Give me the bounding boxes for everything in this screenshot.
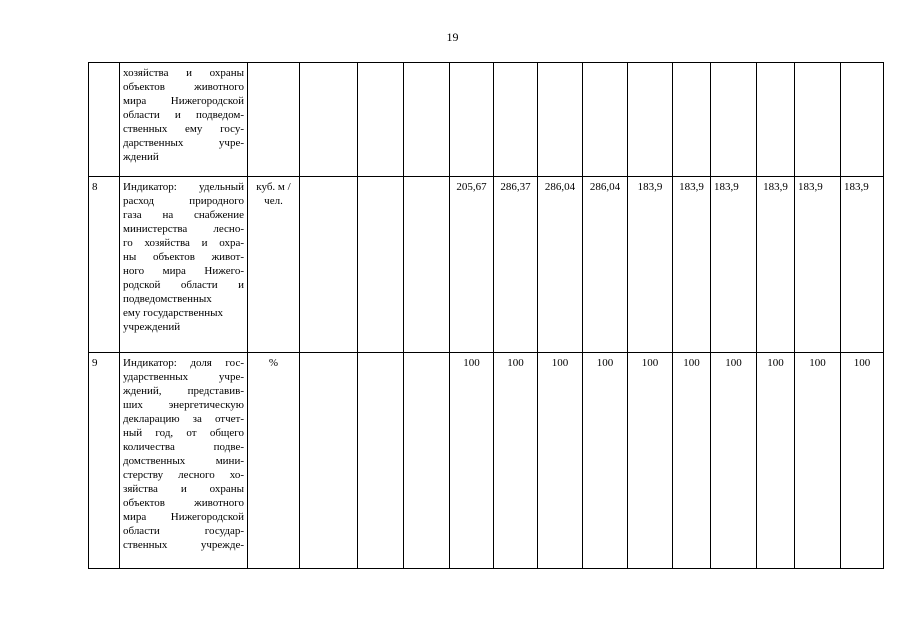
value-cell — [795, 63, 841, 177]
indicator-table — [88, 62, 884, 569]
description-line: го хозяйства и охра- — [123, 237, 244, 249]
row-description — [120, 63, 248, 177]
description-line: объектов животного — [123, 81, 244, 93]
value-cell: 183,9 — [841, 177, 884, 353]
description-line: декларацию за отчет- — [123, 413, 244, 425]
value-cell — [404, 177, 450, 353]
value-cell: 183,9 — [795, 177, 841, 353]
description-line: дарственных учре- — [123, 137, 244, 149]
value-cell: 100 — [583, 353, 628, 569]
row-unit — [248, 63, 300, 177]
table-row — [89, 353, 884, 569]
value-cell — [583, 63, 628, 177]
value-cell: 286,04 — [538, 177, 583, 353]
description-line: ного мира Нижего- — [123, 265, 244, 277]
description-line: области и подведом- — [123, 109, 244, 121]
value-cell — [358, 353, 404, 569]
row-description — [120, 177, 248, 353]
value-cell: 183,9 — [757, 177, 795, 353]
value-cell: 100 — [450, 353, 494, 569]
description-line: ственных учрежде- — [123, 539, 244, 551]
description-line: учреждений — [123, 321, 181, 333]
description-line: Индикатор: доля гос- — [123, 357, 244, 369]
value-cell — [404, 353, 450, 569]
description-line: зяйства и охраны — [123, 483, 244, 495]
description-line: ударственных учре- — [123, 371, 244, 383]
value-cell: 183,9 — [628, 177, 673, 353]
value-cell — [711, 63, 757, 177]
value-cell — [300, 353, 358, 569]
description-line: газа на снабжение — [123, 209, 244, 221]
description-line: ших энергетическую — [123, 399, 244, 411]
value-cell: 100 — [711, 353, 757, 569]
value-cell: 100 — [538, 353, 583, 569]
value-cell — [300, 177, 358, 353]
description-line: ему государственных — [123, 307, 223, 319]
value-cell — [628, 63, 673, 177]
row-description — [120, 353, 248, 569]
description-line: ны объектов живот- — [123, 251, 244, 263]
value-cell: 100 — [494, 353, 538, 569]
value-cell — [494, 63, 538, 177]
description-line: объектов животного — [123, 497, 244, 509]
value-cell: 100 — [841, 353, 884, 569]
value-cell — [358, 63, 404, 177]
row-number — [89, 63, 120, 177]
description-line: ждений — [123, 151, 159, 163]
description-line: ственных ему госу- — [123, 123, 244, 135]
description-line: домственных мини- — [123, 455, 244, 467]
value-cell — [538, 63, 583, 177]
value-cell — [450, 63, 494, 177]
value-cell — [300, 63, 358, 177]
description-line: мира Нижегородской — [123, 95, 244, 107]
row-unit: куб. м /чел. — [248, 177, 300, 353]
row-number: 8 — [89, 177, 120, 353]
description-line: министерства лесно- — [123, 223, 244, 235]
value-cell — [841, 63, 884, 177]
value-cell: 205,67 — [450, 177, 494, 353]
value-cell: 100 — [795, 353, 841, 569]
row-number: 9 — [89, 353, 120, 569]
value-cell — [358, 177, 404, 353]
value-cell: 100 — [757, 353, 795, 569]
description-line: Индикатор: удельный — [123, 181, 244, 193]
description-line: области государ- — [123, 525, 244, 537]
table-row — [89, 63, 884, 177]
value-cell: 100 — [628, 353, 673, 569]
table-row — [89, 177, 884, 353]
description-line: стерству лесного хо- — [123, 469, 244, 481]
page-number: 19 — [446, 30, 459, 44]
value-cell: 100 — [673, 353, 711, 569]
description-line: родской области и — [123, 279, 244, 291]
value-cell: 183,9 — [673, 177, 711, 353]
description-line: ждений, представив- — [123, 385, 244, 397]
description-line: количества подве- — [123, 441, 244, 453]
description-line: ный год, от общего — [123, 427, 244, 439]
description-line: хозяйства и охраны — [123, 67, 244, 79]
value-cell — [404, 63, 450, 177]
value-cell — [673, 63, 711, 177]
value-cell — [757, 63, 795, 177]
value-cell: 183,9 — [711, 177, 757, 353]
description-line: мира Нижегородской — [123, 511, 244, 523]
description-line: подведомственных — [123, 293, 212, 305]
value-cell: 286,37 — [494, 177, 538, 353]
description-line: расход природного — [123, 195, 244, 207]
row-unit: % — [248, 353, 300, 569]
value-cell: 286,04 — [583, 177, 628, 353]
